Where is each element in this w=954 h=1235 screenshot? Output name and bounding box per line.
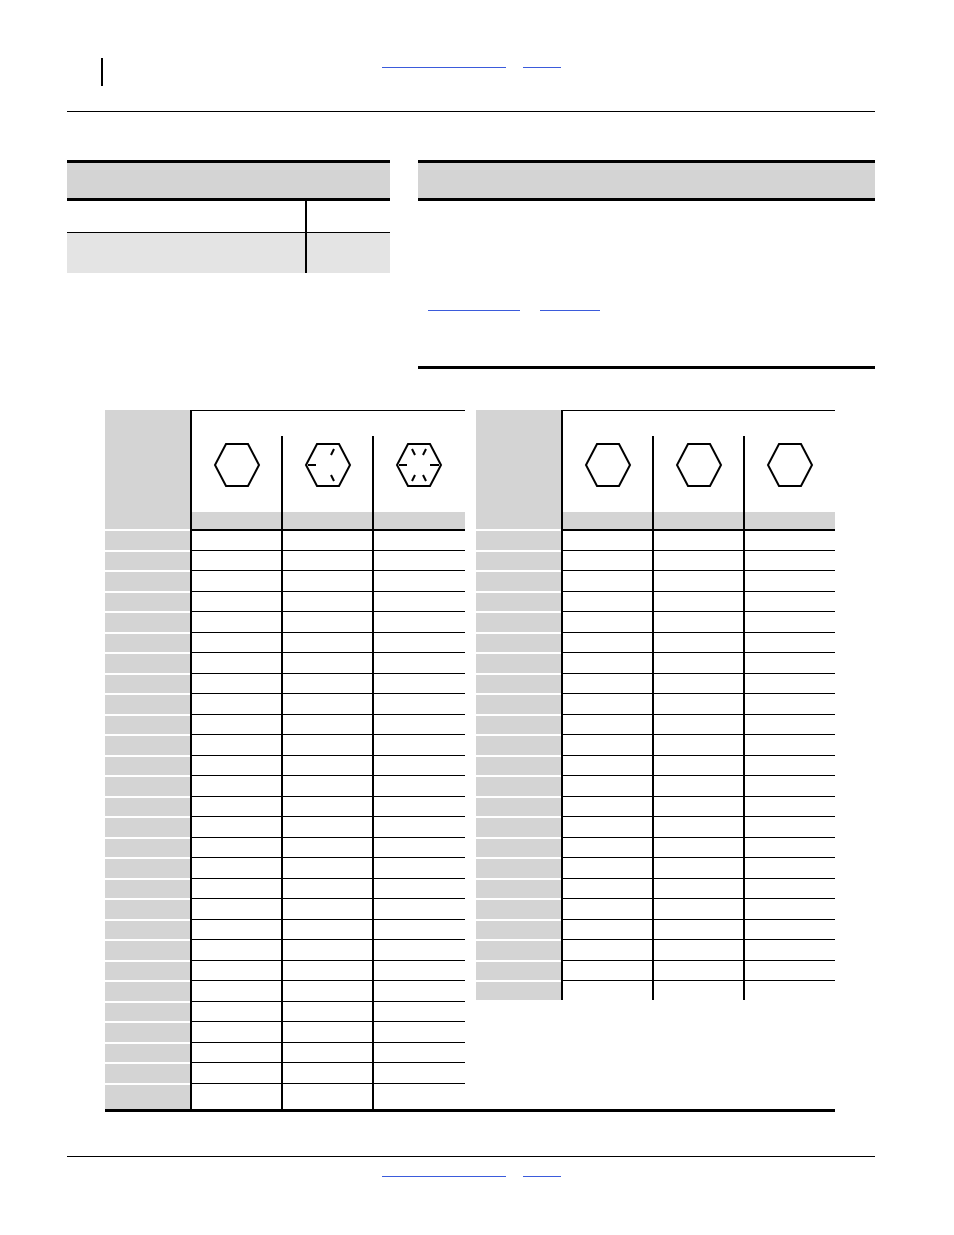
right-grade-cell	[745, 436, 835, 512]
table-row-separator	[476, 919, 561, 921]
right-table-subheader-band	[476, 512, 835, 529]
table-row-separator	[476, 857, 561, 859]
header-link-secondary[interactable]	[523, 67, 561, 68]
table-row	[563, 960, 835, 961]
table-row	[563, 632, 835, 633]
table-row	[192, 1021, 465, 1022]
table-row-separator	[105, 837, 190, 839]
table-row	[563, 980, 835, 981]
table-row-separator	[105, 1083, 190, 1085]
right-table-size-column	[476, 410, 561, 1000]
table-row-separator	[476, 796, 561, 798]
table-row	[192, 1083, 465, 1084]
table-row-separator	[105, 673, 190, 675]
table-row-separator	[476, 775, 561, 777]
left-table-top-rule	[192, 410, 465, 411]
table-row	[192, 652, 465, 653]
table-row	[563, 898, 835, 899]
table-row-separator	[476, 939, 561, 941]
table-row-separator	[105, 960, 190, 962]
table-row	[192, 878, 465, 879]
table-row-separator	[105, 1042, 190, 1044]
table-row	[192, 755, 465, 756]
table-row	[192, 775, 465, 776]
left-table-rule	[281, 436, 283, 1110]
table-row	[563, 570, 835, 571]
table-row	[192, 1001, 465, 1002]
table-row-separator	[476, 529, 561, 531]
footer-divider	[67, 1156, 875, 1157]
table-row-separator	[105, 1001, 190, 1003]
table-row	[563, 939, 835, 940]
table-row	[563, 550, 835, 551]
table-row	[192, 960, 465, 961]
left-box-column-rule	[305, 201, 307, 273]
right-box-link-secondary[interactable]	[540, 310, 600, 311]
table-row	[192, 693, 465, 694]
table-row	[192, 714, 465, 715]
table-row-separator	[105, 591, 190, 593]
table-row-separator	[105, 878, 190, 880]
table-row-separator	[476, 611, 561, 613]
table-row-separator	[476, 550, 561, 552]
table-row	[192, 816, 465, 817]
table-row-separator	[476, 837, 561, 839]
table-row-separator	[105, 714, 190, 716]
table-row	[563, 878, 835, 879]
left-grade-cell	[283, 436, 373, 512]
left-box-divider	[67, 232, 390, 233]
table-row-separator	[476, 980, 561, 982]
table-row-separator	[105, 570, 190, 572]
table-row-separator	[476, 714, 561, 716]
table-row-separator	[105, 1021, 190, 1023]
table-row	[192, 734, 465, 735]
table-row	[563, 673, 835, 674]
right-table-rule	[561, 410, 563, 1000]
table-bottom-rule	[105, 1109, 835, 1112]
table-row	[563, 714, 835, 715]
hex-6-marks-icon	[374, 436, 464, 496]
table-row	[192, 939, 465, 940]
header-link-primary[interactable]	[382, 67, 506, 68]
table-row-separator	[105, 632, 190, 634]
table-row-separator	[105, 857, 190, 859]
table-row-separator	[476, 673, 561, 675]
table-row	[192, 570, 465, 571]
table-row-separator	[476, 898, 561, 900]
footer-link-primary[interactable]	[382, 1176, 506, 1177]
table-row-separator	[105, 550, 190, 552]
hex-plain-icon	[745, 436, 835, 496]
table-row	[563, 734, 835, 735]
table-row-separator	[105, 693, 190, 695]
table-row-separator	[105, 652, 190, 654]
right-grade-cell	[654, 436, 744, 512]
table-row	[563, 837, 835, 838]
table-row	[192, 611, 465, 612]
table-row	[563, 755, 835, 756]
table-row-separator	[476, 632, 561, 634]
right-table-rule	[652, 436, 654, 1000]
table-row	[192, 591, 465, 592]
table-row-separator	[476, 734, 561, 736]
right-box-title-bar	[418, 163, 875, 198]
table-row	[192, 980, 465, 981]
table-row-separator	[105, 529, 190, 531]
table-row-separator	[105, 980, 190, 982]
header-divider	[67, 111, 875, 112]
left-table-rule	[372, 436, 374, 1110]
table-row-separator	[476, 652, 561, 654]
table-row-separator	[476, 591, 561, 593]
table-row-separator	[476, 816, 561, 818]
left-table-rule	[190, 410, 192, 1110]
left-grade-cell	[374, 436, 464, 512]
table-row-separator	[105, 898, 190, 900]
left-box-row	[67, 201, 390, 232]
footer-link-secondary[interactable]	[523, 1176, 561, 1177]
left-table-subheader-band	[105, 512, 465, 529]
table-row	[192, 550, 465, 551]
table-row	[192, 898, 465, 899]
right-table-top-rule	[563, 410, 835, 411]
table-row-separator	[476, 570, 561, 572]
right-box-title-rule	[418, 198, 875, 201]
right-box-bottom-rule	[418, 366, 875, 369]
table-row	[192, 857, 465, 858]
table-row	[192, 529, 465, 531]
table-row	[563, 796, 835, 797]
table-row-separator	[105, 611, 190, 613]
table-row	[192, 632, 465, 633]
right-grade-cell	[563, 436, 653, 512]
table-row-separator	[105, 755, 190, 757]
table-row	[563, 652, 835, 653]
table-row	[563, 693, 835, 694]
left-box-row	[67, 233, 390, 273]
table-row-separator	[105, 939, 190, 941]
hex-plain-icon	[192, 436, 282, 496]
hex-plain-icon	[563, 436, 653, 496]
table-row-separator	[476, 878, 561, 880]
table-row-separator	[105, 734, 190, 736]
hex-3-marks-icon	[283, 436, 373, 496]
table-row	[192, 796, 465, 797]
table-row-separator	[105, 775, 190, 777]
table-row	[563, 775, 835, 776]
table-row-separator	[105, 816, 190, 818]
left-grade-cell	[192, 436, 282, 512]
left-box-title-bar	[67, 163, 390, 198]
table-row	[192, 1042, 465, 1043]
table-row-separator	[105, 796, 190, 798]
table-row	[192, 1062, 465, 1063]
table-row	[563, 611, 835, 612]
table-row	[563, 529, 835, 531]
hex-plain-icon	[654, 436, 744, 496]
right-box-link-primary[interactable]	[428, 310, 520, 311]
table-row	[192, 673, 465, 674]
table-row-separator	[476, 693, 561, 695]
table-row-separator	[476, 755, 561, 757]
table-row-separator	[105, 919, 190, 921]
table-row	[563, 591, 835, 592]
table-row	[563, 919, 835, 920]
table-row	[192, 837, 465, 838]
table-row-separator	[105, 1062, 190, 1064]
table-row	[563, 857, 835, 858]
right-table-rule	[743, 436, 745, 1000]
page-margin-bar	[101, 58, 103, 86]
table-row	[563, 816, 835, 817]
table-row-separator	[476, 960, 561, 962]
table-row	[192, 919, 465, 920]
